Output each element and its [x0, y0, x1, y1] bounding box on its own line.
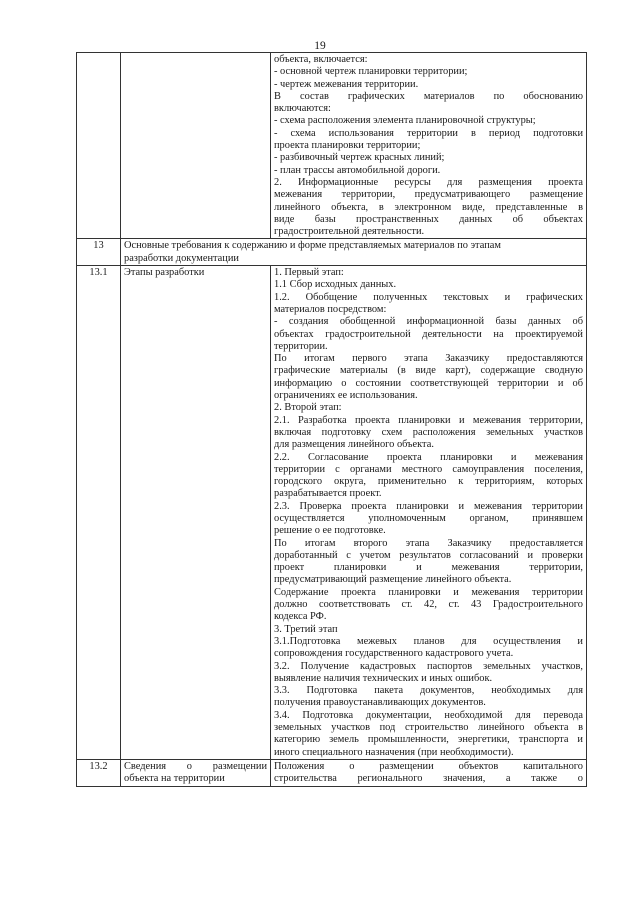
text-line: предусматривающий размещение линейного объекта.	[274, 574, 512, 586]
row-number: 13	[77, 239, 121, 266]
row-content	[271, 53, 587, 239]
row-number: 13.2	[77, 759, 121, 786]
text-line: градостроительной деятельности.	[274, 226, 425, 238]
text-line: 3.4. Подготовка документации, необходимой для перевода	[274, 709, 583, 721]
text-line: ограничениях ее использования.	[274, 390, 418, 402]
text-line: категорию земель промышленности, энергетики, транспорта и	[274, 734, 583, 746]
table-row	[77, 53, 587, 239]
text-line: 1.1 Сбор исходных данных.	[274, 279, 397, 291]
page-number: 19	[314, 40, 326, 52]
text-line: - создания обобщенной информационной базы данных об	[274, 316, 583, 328]
row-number	[77, 53, 121, 239]
text-line: Сведения о размещении	[124, 760, 267, 772]
text-line: объекта на территории	[124, 773, 225, 785]
text-line: виде базы пространственных данных об объектах	[274, 213, 583, 225]
text-line: графические материалы (в виде карт), содержащие сводную	[274, 365, 583, 377]
text-line: 2. Информационные ресурсы для размещения проекта	[274, 176, 583, 188]
section-heading	[121, 239, 587, 266]
text-line: - схема расположения элемента планировочной структуры;	[274, 115, 536, 127]
text-line: 1.2. Обобщение полученных текстовых и графических	[274, 291, 583, 303]
text-line: земельных участков под строительство линейного объекта в	[274, 722, 583, 734]
text-line: строительства регионального значения, а также о	[274, 773, 583, 785]
text-line: Основные требования к содержанию и форме представляемых материалов по этапам	[124, 240, 501, 252]
row-label	[121, 759, 271, 786]
text-line: - чертеж межевания территории.	[274, 78, 419, 90]
text-line: 2.2. Согласование проекта планировки и межевания	[274, 451, 583, 463]
text-line: для размещения линейного объекта.	[274, 439, 434, 451]
text-line: 1. Первый этап:	[274, 267, 344, 279]
text-line: объектах градостроительной деятельности на проектируемой	[274, 328, 583, 340]
text-line: 2. Второй этап:	[274, 402, 342, 414]
row-content	[271, 266, 587, 760]
text-line: осуществляется уполномоченным органом, принявшем	[274, 512, 583, 524]
text-line: территории с органами местного самоуправления поселения,	[274, 463, 583, 475]
text-line: включая подготовку схем расположения земельных участков	[274, 426, 583, 438]
text-line: получения правоустанавливающих документов.	[274, 697, 486, 709]
row-label	[121, 53, 271, 239]
text-line: В состав графических материалов по обоснованию	[274, 90, 583, 102]
text-line: - схема использования территории в период подготовки	[274, 127, 583, 139]
table-row	[77, 266, 587, 760]
text-line: материалов посредством:	[274, 303, 387, 315]
text-line: территории.	[274, 340, 328, 352]
text-line: иного специального назначения (при необходимости).	[274, 746, 514, 758]
text-line: сопровождения государственного кадастрового учета.	[274, 648, 514, 660]
text-line: кодекса РФ.	[274, 611, 327, 623]
text-line: объекта, включается:	[274, 54, 368, 65]
text-line: разрабатывается проект.	[274, 488, 382, 500]
text-line: По итогам первого этапа Заказчику предоставляются	[274, 353, 583, 365]
text-line: По итогам второго этапа Заказчику предоставляется	[274, 537, 583, 549]
text-line: 3. Третий этап	[274, 623, 338, 635]
table-row	[77, 759, 587, 786]
text-line: доработанный с учетом результатов согласований и проверки	[274, 549, 583, 561]
text-line: межевания территории, предусматривающего размещение	[274, 189, 583, 201]
text-line: 2.1. Разработка проекта планировки и межевания территории,	[274, 414, 583, 426]
row-number: 13.1	[77, 266, 121, 760]
text-line: Содержание проекта планировки и межевания территории	[274, 586, 583, 598]
text-line: решение о ее подготовке.	[274, 525, 386, 537]
text-line: проекта планировки территории;	[274, 140, 421, 152]
requirements-table	[76, 52, 587, 787]
text-line: должно соответствовать ст. 42, ст. 43 Градостроительного	[274, 599, 583, 611]
text-line: разработки документации	[124, 252, 239, 264]
text-line: 3.1.Подготовка межевых планов для осуществления и	[274, 635, 583, 647]
text-line: включаются:	[274, 103, 331, 115]
text-line: городского округа, применительно к территориям, которых	[274, 476, 583, 488]
text-line: 2.3. Проверка проекта планировки и межевания территории	[274, 500, 583, 512]
text-line: информацию о состоянии соответствующей территории и об	[274, 377, 583, 389]
text-line: Положения о размещении объектов капитального	[274, 760, 583, 772]
table-row	[77, 239, 587, 266]
row-content	[271, 759, 587, 786]
text-line: 3.3. Подготовка пакета документов, необходимых для	[274, 685, 583, 697]
text-line: линейного объекта, в электронном виде, представленные в	[274, 201, 583, 213]
text-line: - основной чертеж планировки территории;	[274, 66, 468, 78]
text-line: - план трассы автомобильной дороги.	[274, 164, 441, 176]
text-line: 3.2. Получение кадастровых паспортов земельных участков,	[274, 660, 583, 672]
text-line: выявление наличия технических и иных ошибок.	[274, 672, 493, 684]
text-line: проект планировки и межевания территории,	[274, 562, 583, 574]
row-label: Этапы разработки	[121, 266, 271, 760]
text-line: - разбивочный чертеж красных линий;	[274, 152, 445, 164]
